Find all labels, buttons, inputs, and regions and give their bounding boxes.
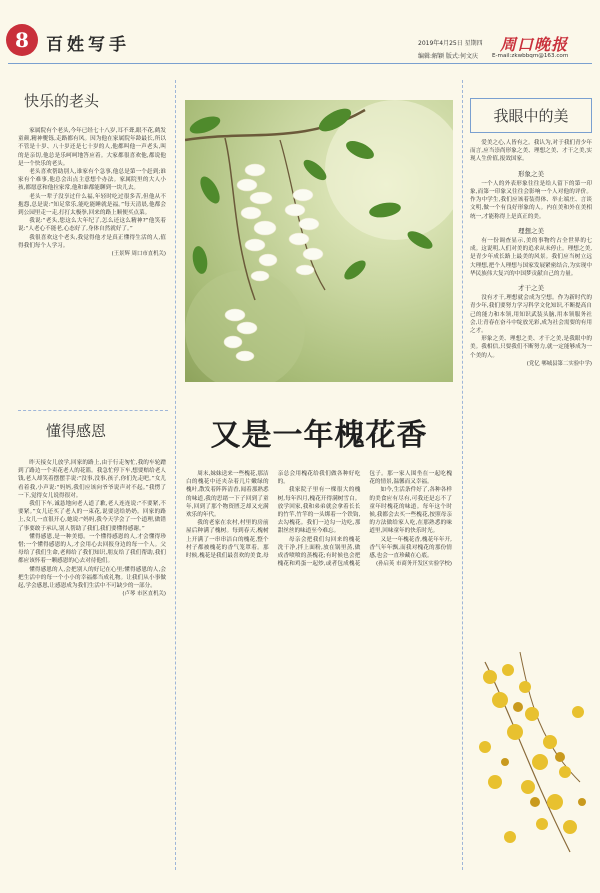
article-old-man <box>18 90 166 258</box>
page-number-badge <box>6 24 38 56</box>
column-rule <box>462 80 463 870</box>
paragraph: 老头一辈子没享过什么福,年轻时吃过很多苦,但他从不抱怨,总是说:“知足常乐,能吃能睡就是福。”每天清晨,他都会到公园里走一走,打打太极拳,回来的路上顺便买点菜。 <box>18 193 166 217</box>
paragraph: 懂得感恩的人,会把别人的好记在心里;懂得感恩的人,会把生活中的每一个小小的幸福都当成礼物。让我们从小事做起,学会感恩,让感恩成为我们生活中不可缺少的一部分。 <box>18 566 166 590</box>
byline: (卢琴 市区直机关) <box>122 591 166 598</box>
paragraph: 一个人的外表形象往往是给人留下的第一印象,而第一印象又往往会影响一个人对他的评价。作为中学生,我们应该着装得体、举止端庄、言谈文明,做一个有良好形象的人。内在美和外在美相统一,才能称得上是真正的美。 <box>470 180 592 220</box>
locust-blossom-illustration <box>185 100 453 382</box>
paragraph: 周末,妹妹送来一些槐花,那洁白的槐花中还夹杂着几片嫩绿的槐叶,散发着阵阵清香,闻着那熟悉的味道,我的思绪一下子回到了童年,回到了那个物资匮乏却又充满欢乐的年代。 <box>186 471 269 519</box>
section-heading: 形象之美 <box>518 169 544 178</box>
article-body <box>470 139 592 360</box>
column-rule <box>175 80 176 870</box>
article-title: 快乐的老头 <box>24 92 100 110</box>
byline: (王景辉 周口市直机关) <box>111 251 166 258</box>
header-rule <box>8 63 592 64</box>
paragraph: 我的老家在农村,村里的房前屋后种满了槐树。每到春天,槐树上开满了一串串洁白的槐花,整个村子都被槐花的香气笼罩着。那时候,槐花是我们最喜欢的美食,母亲总会用槐花给我们做各种好吃的。 <box>186 471 361 560</box>
paragraph: 懂得感恩,是一种美德。一个懂得感恩的人,才会懂得珍惜;一个懂得感恩的人,才会用心去回报身边的每一个人。父母给了我们生命,老师给了我们知识,朋友给了我们帮助,我们都应该怀着一颗感恩的心去对待他们。 <box>18 533 166 565</box>
email: E-mail:zkwbbqm@163.com <box>492 53 569 59</box>
ginkgo-leaves-illustration <box>470 652 592 862</box>
leaves-graphic <box>470 652 592 862</box>
section-heading: 理想之美 <box>518 226 544 235</box>
paragraph: 我家院子里有一棵很大的槐树,每年四月,槐花开得满树雪白。放学回家,我和弟弟就会拿着长长的竹竿,竹竿的一头绑着一个铁钩,去勾槐花。我们一边勾一边吃,那甜丝丝的味道至今难忘。 <box>277 487 361 535</box>
paragraph: 形象之美、理想之美、才干之美,是我眼中的美。我相信,只要我们不断努力,就一定能够成为一个美的人。 <box>470 336 592 359</box>
paragraph: 母亲会把我们勾回来的槐花洗干净,拌上面粉,放在锅里蒸,做成香喷喷的蒸槐花;有时候也会把槐花和鸡蛋一起炒,或者包成槐花包子。那一家人围坐在一起吃槐花的情景,温馨而又幸福。 <box>277 471 452 568</box>
paragraph: 我说:“老头,您这么大年纪了,怎么还这么精神?”他笑着说:“人老心不能老,心态好了,身体自然就好了。” <box>18 218 166 233</box>
editor-line: 编辑:解颖 版式:何文庆 <box>418 53 478 60</box>
article-title: 懂得感恩 <box>46 422 107 440</box>
paragraph: 我们下车,诚恳地向老人道了歉,老人连连说:“不要紧,不要紧。”女儿还买了老人的一束花,说要送给奶奶。回家的路上,女儿一直很开心,她说:“妈妈,我今天学会了一个道理,做错了事要敢于承认,别人帮助了我们,我们要懂得感谢。” <box>18 501 166 532</box>
paragraph: 爱美之心,人皆有之。我认为,对于我们青少年而言,应当崇尚形象之美、理想之美、才干之美,实现人生价值,报效国家。 <box>470 140 592 163</box>
newspaper-logo: 周口晚报 <box>500 35 569 54</box>
page-number: 8 <box>15 28 29 52</box>
article-title: 我眼中的美 <box>493 107 569 125</box>
article-locust-body <box>186 470 452 568</box>
paragraph: 家属院有个老头,今年已经七十八岁,耳不聋,眼不花,鹤发童颜,精神矍铄,走路都有风。因为他在家属院年龄最长,所以不管是十岁、八十岁还是七十岁的人,他都叫他一声老头,叫的是亲切,他总是乐呵呵地答应着。大家都很喜欢他,都说他是一个快乐的老头。 <box>18 128 166 167</box>
paragraph: 昨天接女儿放学,回家的路上,由于行走匆忙,我的车轮蹭到了路边一个卖花老人的花篮。我急忙停下车,想要赔给老人钱,老人却笑着摆摆手说:“没事,没事,孩子,你们先走吧。”女儿看着我,小声说:“妈妈,我们应该向爷爷说声对不起。”我愣了一下,觉得女儿说得很对。 <box>18 460 166 499</box>
article-body <box>18 459 166 590</box>
page-header <box>0 0 600 62</box>
article-body <box>18 127 166 250</box>
locust-flower-photo <box>185 100 453 382</box>
date-line: 2019年4月25日 星期四 <box>418 40 483 47</box>
paragraph: 我很喜欢这个老头,我觉得他才是真正懂得生活的人,值得我们每个人学习。 <box>18 234 166 249</box>
byline: (党亿 郸城县第二实验中学) <box>526 360 592 367</box>
paragraph: 如今,生活条件好了,各种各样的美食应有尽有,可我还是忘不了童年时槐花的味道。每年这个时候,我都会去买一些槐花,按照母亲的方法做给家人吃,在那熟悉的味道里,回味童年的快乐时光。 <box>369 487 452 535</box>
paragraph: 又是一年槐花香,槐花年年开,香气年年飘,而我对槐花的那份情感,也会一直珍藏在心底。 <box>369 536 452 560</box>
paragraph: 有一份调查显示,美的事物约占全世界的七成。这说明,人们对美的追求从未停止。理想之美,是青少年成长路上最美的风景。我们应当树立远大理想,把个人理想与国家发展紧密结合,为实现中华民族伟大复兴的中国梦贡献自己的力量。 <box>470 238 592 277</box>
section-title: 百姓写手 <box>46 35 130 55</box>
article-beauty <box>470 98 592 368</box>
section-heading: 才干之美 <box>518 284 544 293</box>
paragraph: 没有才干,理想就会成为空想。作为新时代的青少年,我们要努力学习科学文化知识,不断提高自己的能力和本领,用知识武装头脑,用本领服务社会,让青春在奋斗中绽放光彩,成为社会需要的有用之才。 <box>470 295 592 335</box>
article-title-large: 又是一年槐花香 <box>210 418 428 453</box>
article-body <box>186 470 452 568</box>
paragraph: 老头喜欢帮助别人,谁家有个急事,他总是第一个赶到;谁家有个难事,他总会出点主意想个办法。家属院里的大人小孩,都愿意和他拉家常,他和谁都能聊到一块儿去。 <box>18 169 166 192</box>
article-gratitude <box>18 420 166 598</box>
divider <box>18 410 168 411</box>
byline: (孙启英 市商务开发区实验学校) <box>375 561 452 568</box>
article-title-box <box>470 98 592 133</box>
